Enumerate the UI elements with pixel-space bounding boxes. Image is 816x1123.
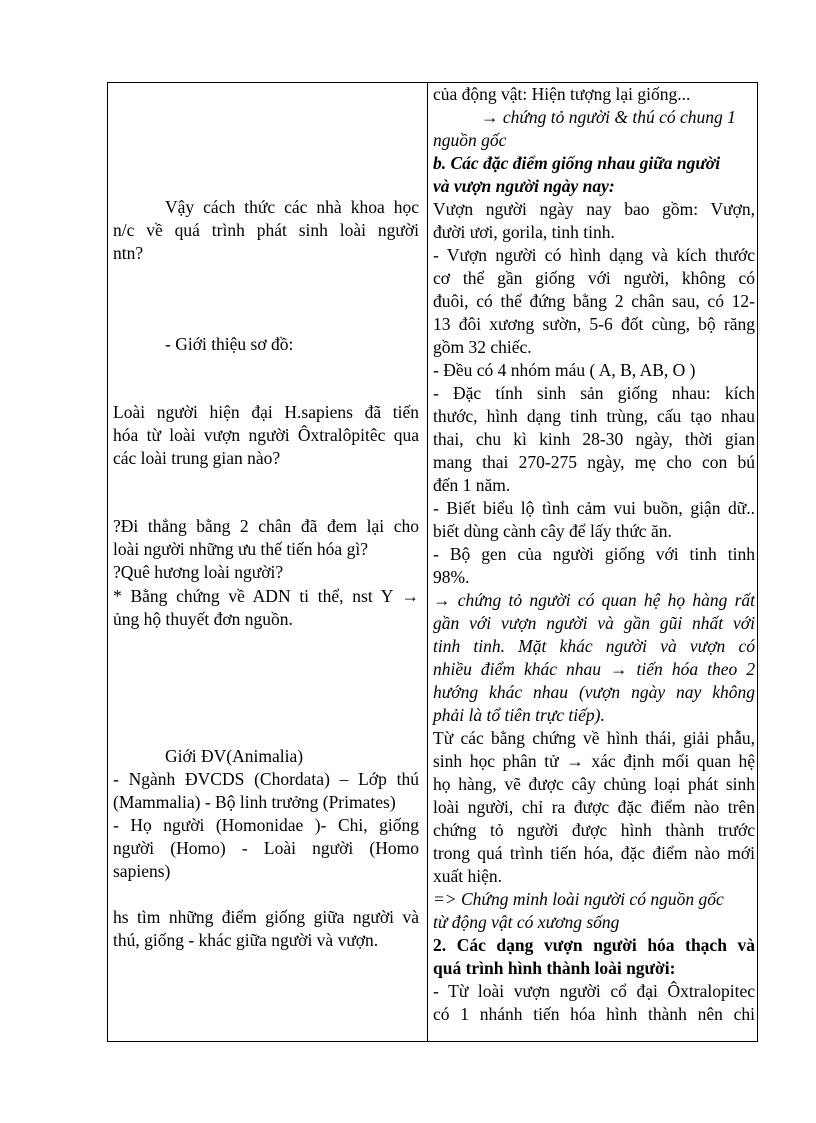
right-column-text-line: đuôi, có thể đứng bằng 2 chân sau, có 12- [433,291,755,311]
right-column-text-line: 13 đôi xương sườn, 5-6 đốt cùng, bộ răng [433,314,755,334]
left-column-text-line: hs tìm những điểm giống giữa người và [113,907,419,927]
document-table [107,82,758,1042]
right-column-text-line: - Đều có 4 nhóm máu ( A, B, AB, O ) [433,360,696,380]
right-column-text-line: - Vượn người có hình dạng và kích thước [433,245,755,265]
right-column-text-line: Từ các bằng chứng về hình thái, giải phẫu, [433,728,755,748]
left-column-text-line: (Mammalia) - Bộ linh trưởng (Primates) [113,792,396,812]
right-column-text-line: họ hàng, vẽ được cây chủng loại phát sinh [433,774,755,794]
left-column-text-line: - Giới thiệu sơ đồ: [165,334,294,354]
right-column-text-line: - Bộ gen của người giống với tinh tinh [433,544,755,564]
left-column-text-line: Loài người hiện đại H.sapiens đã tiến [113,402,419,422]
right-column-text-line: có 1 nhánh tiến hóa hình thành nên chi [433,1004,755,1024]
right-column-text-line: đến 1 năm. [433,475,511,495]
left-column-text-line: ủng hộ thuyết đơn nguồn. [113,609,293,629]
right-column-text-line: → chứng tỏ người & thú có chung 1 [481,107,736,127]
left-column-text-line: người (Homo) - Loài người (Homo [113,838,419,858]
right-column-text-line: 2. Các dạng vượn người hóa thạch và [433,935,755,955]
left-column-text-line: - Ngành ĐVCDS (Chordata) – Lớp thú [113,769,419,789]
right-column-text-line: biết dùng cành cây để lấy thức ăn. [433,521,672,541]
right-column-text-line: Vượn người ngày nay bao gồm: Vượn, [433,199,755,219]
left-column-text-line: loài người những ưu thế tiến hóa gì? [113,539,368,559]
right-column-text-line: nhiều điểm khác nhau → tiến hóa theo 2 [433,659,755,679]
right-column-text-line: => Chứng minh loài người có nguồn gốc [433,889,724,909]
right-column-text-line: - Đặc tính sinh sản giống nhau: kích [433,383,755,403]
right-column-text-line: của động vật: Hiện tượng lại giống... [433,84,691,104]
left-column-text-line: ?Quê hương loài người? [113,562,284,582]
right-column-text-line: gồm 32 chiếc. [433,337,532,357]
left-column-text-line: hóa từ loài vượn người Ôxtralôpitêc qua [113,425,419,445]
right-column-text-line: gần với vượn người và gần gũi nhất với [433,613,755,633]
left-column-text-line: ntn? [113,243,144,263]
right-column-text-line: từ động vật có xương sống [433,912,620,932]
right-column-text-line: - Từ loài vượn người cổ đại Ôxtralopitec [433,981,755,1001]
right-column-text-line: phải là tổ tiên trực tiếp). [433,705,605,725]
right-column-text-line: thước, hình dạng tinh trùng, cấu tạo nhau [433,406,755,426]
left-column-text-line: các loài trung gian nào? [113,448,281,468]
right-column-text-line: sinh học phân tử → xác định mối quan hệ [433,751,755,771]
right-column-text-line: loài người, chỉ ra được đặc điểm nào trên [433,797,755,817]
left-column-text-line: Giới ĐV(Animalia) [165,746,304,766]
left-column-text-line: - Họ người (Homonidae )- Chi, giống [113,815,419,835]
right-column-text-line: đười ươi, gorila, tinh tinh. [433,222,615,242]
right-column-text-line: - Biết biểu lộ tình cảm vui buồn, giận dữ.. [433,498,755,518]
right-column-text-line: và vượn người ngày nay: [433,176,615,196]
right-column-text-line: chứng tỏ người được hình thành trước [433,820,755,840]
left-column-text-line: Vậy cách thức các nhà khoa học [165,197,419,217]
right-column-text-line: → chứng tỏ người có quan hệ họ hàng rất [433,590,755,610]
right-column-text-line: mang thai 270-275 ngày, mẹ cho con bú [433,452,755,472]
right-column-text-line: 98%. [433,567,470,587]
right-column-text-line: xuất hiện. [433,866,503,886]
column-divider [427,83,428,1041]
left-column-text-line: sapiens) [113,861,171,881]
right-column-text-line: quá trình hình thành loài người: [433,958,676,978]
right-column-text-line: thai, chu kì kinh 28-30 ngày, thời gian [433,429,755,449]
left-column-text-line: thú, giống - khác giữa người và vượn. [113,930,379,950]
right-column-text-line: hướng khác nhau (vượn ngày nay không [433,682,755,702]
right-column-text-line: trong quá trình tiến hóa, đặc điểm nào mới [433,843,755,863]
left-column-text-line: * Bằng chứng về ADN ti thể, nst Y → [113,586,419,606]
right-column-text-line: tinh tinh. Mặt khác người và vượn có [433,636,755,656]
left-column-text-line: ?Đi thẳng bằng 2 chân đã đem lại cho [113,516,419,536]
right-column-text-line: nguồn gốc [433,130,507,150]
right-column-text-line: b. Các đặc điểm giống nhau giữa người [433,153,721,173]
right-column-text-line: cơ thể gần giống với người, không có [433,268,755,288]
left-column-text-line: n/c về quá trình phát sinh loài người [113,220,419,240]
